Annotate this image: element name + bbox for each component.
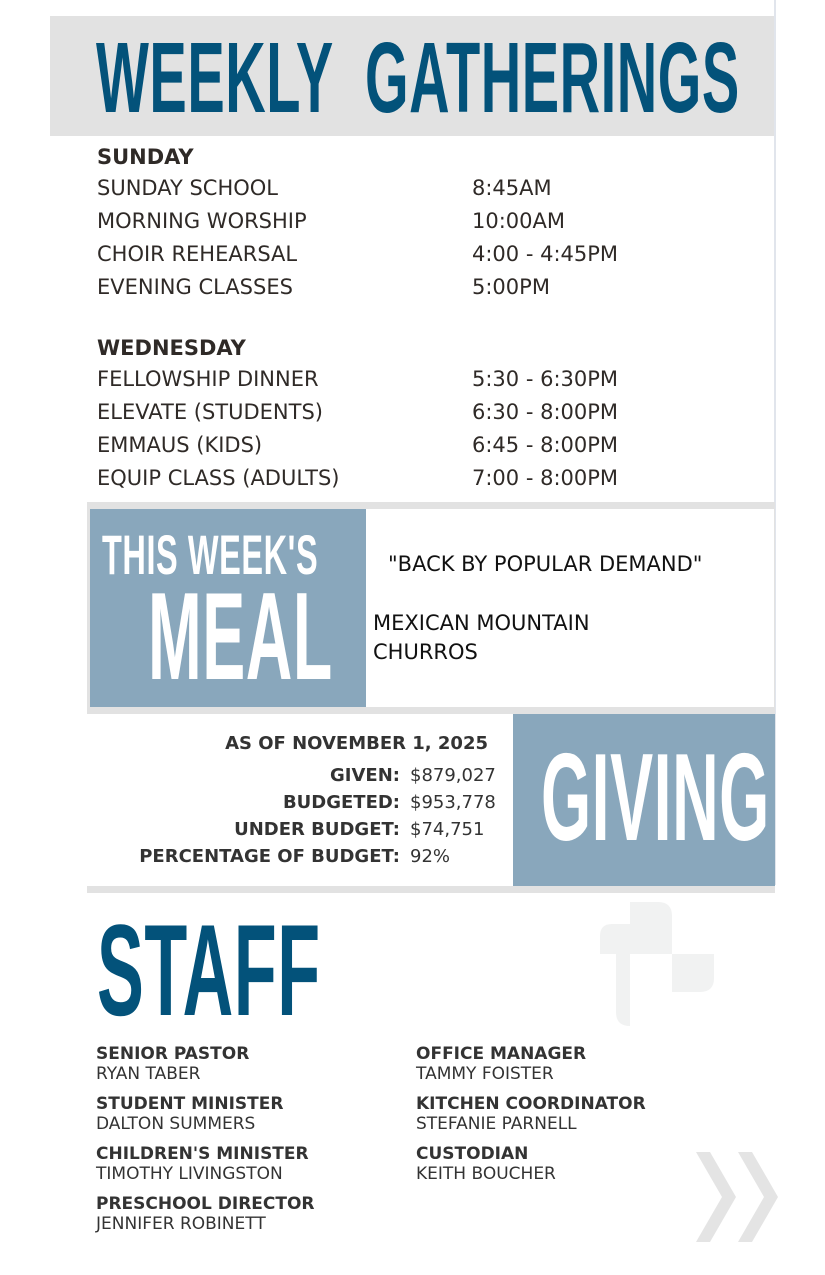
event-name: SUNDAY SCHOOL xyxy=(97,176,278,200)
giving-row xyxy=(100,789,510,816)
staff-heading: STAFF xyxy=(97,897,321,1043)
staff-list-right xyxy=(416,1044,716,1194)
staff-entry xyxy=(416,1094,716,1144)
meal-details xyxy=(366,509,774,707)
schedule-row xyxy=(97,238,657,271)
giving-value: 92% xyxy=(410,846,451,867)
staff-entry xyxy=(96,1044,396,1094)
giving-value: $879,027 xyxy=(410,765,496,786)
schedule-row xyxy=(97,363,657,396)
giving-value: $953,778 xyxy=(410,792,496,813)
giving-label: PERCENTAGE OF BUDGET: xyxy=(139,846,400,867)
giving-heading-box xyxy=(513,714,775,886)
meal-heading-top: THIS WEEK'S xyxy=(102,523,319,586)
staff-name: KEITH BOUCHER xyxy=(416,1164,556,1184)
schedule-row xyxy=(97,271,657,304)
staff-entry xyxy=(416,1044,716,1094)
meal-heading-box xyxy=(90,509,366,707)
schedule-row xyxy=(97,205,657,238)
giving-value: $74,751 xyxy=(410,819,485,840)
staff-role: SENIOR PASTOR xyxy=(96,1044,250,1064)
event-time: 8:45AM xyxy=(472,176,552,200)
staff-entry xyxy=(96,1094,396,1144)
staff-entry xyxy=(96,1194,396,1244)
staff-role: OFFICE MANAGER xyxy=(416,1044,587,1064)
schedule-row xyxy=(97,172,657,205)
header-banner xyxy=(50,16,774,136)
giving-figures xyxy=(100,762,510,870)
staff-name: RYAN TABER xyxy=(96,1064,201,1084)
giving-label: UNDER BUDGET: xyxy=(234,819,400,840)
event-name: FELLOWSHIP DINNER xyxy=(97,367,319,391)
meal-dish: MEXICAN MOUNTAIN CHURROS xyxy=(373,611,590,664)
schedule-row xyxy=(97,462,657,495)
event-name: EQUIP CLASS (ADULTS) xyxy=(97,466,340,490)
event-time: 6:30 - 8:00PM xyxy=(472,400,619,424)
staff-entry xyxy=(96,1144,396,1194)
day-label: WEDNESDAY xyxy=(97,336,246,360)
event-name: EMMAUS (KIDS) xyxy=(97,433,263,457)
day-label: SUNDAY xyxy=(97,145,194,169)
staff-name: STEFANIE PARNELL xyxy=(416,1114,577,1134)
staff-name: TAMMY FOISTER xyxy=(416,1064,554,1084)
staff-role: CUSTODIAN xyxy=(416,1144,529,1164)
staff-name: JENNIFER ROBINETT xyxy=(96,1214,266,1234)
event-time: 6:45 - 8:00PM xyxy=(472,433,619,457)
staff-role: KITCHEN COORDINATOR xyxy=(416,1094,646,1114)
section-divider xyxy=(87,886,775,893)
staff-entry xyxy=(416,1144,716,1194)
giving-row xyxy=(100,816,510,843)
staff-role: STUDENT MINISTER xyxy=(96,1094,284,1114)
page-title: WEEKLY GATHERINGS xyxy=(96,22,740,134)
meal-heading-main: MEAL xyxy=(148,568,333,706)
event-name: MORNING WORSHIP xyxy=(97,209,307,233)
event-time: 5:00PM xyxy=(472,275,550,299)
staff-name: TIMOTHY LIVINGSTON xyxy=(96,1164,283,1184)
sunday-schedule xyxy=(97,142,657,304)
event-name: CHOIR REHEARSAL xyxy=(97,242,298,266)
event-time: 7:00 - 8:00PM xyxy=(472,466,619,490)
meal-tagline: "BACK BY POPULAR DEMAND" xyxy=(388,552,703,576)
event-time: 10:00AM xyxy=(472,209,566,233)
wednesday-schedule xyxy=(97,333,657,495)
staff-role: CHILDREN'S MINISTER xyxy=(96,1144,309,1164)
staff-role: PRESCHOOL DIRECTOR xyxy=(96,1194,315,1214)
giving-label: BUDGETED: xyxy=(282,792,400,813)
giving-row xyxy=(100,762,510,789)
schedule-row xyxy=(97,396,657,429)
giving-row xyxy=(100,843,510,870)
giving-label: GIVEN: xyxy=(330,765,400,786)
cross-logo-icon xyxy=(600,902,720,1032)
staff-list-left xyxy=(96,1044,396,1244)
event-time: 4:00 - 4:45PM xyxy=(472,242,619,266)
giving-heading: GIVING xyxy=(541,729,770,867)
staff-name: DALTON SUMMERS xyxy=(96,1114,256,1134)
event-name: ELEVATE (STUDENTS) xyxy=(97,400,323,424)
event-name: EVENING CLASSES xyxy=(97,275,293,299)
giving-as-of-date: AS OF NOVEMBER 1, 2025 xyxy=(225,733,488,754)
schedule-row xyxy=(97,429,657,462)
event-time: 5:30 - 6:30PM xyxy=(472,367,619,391)
